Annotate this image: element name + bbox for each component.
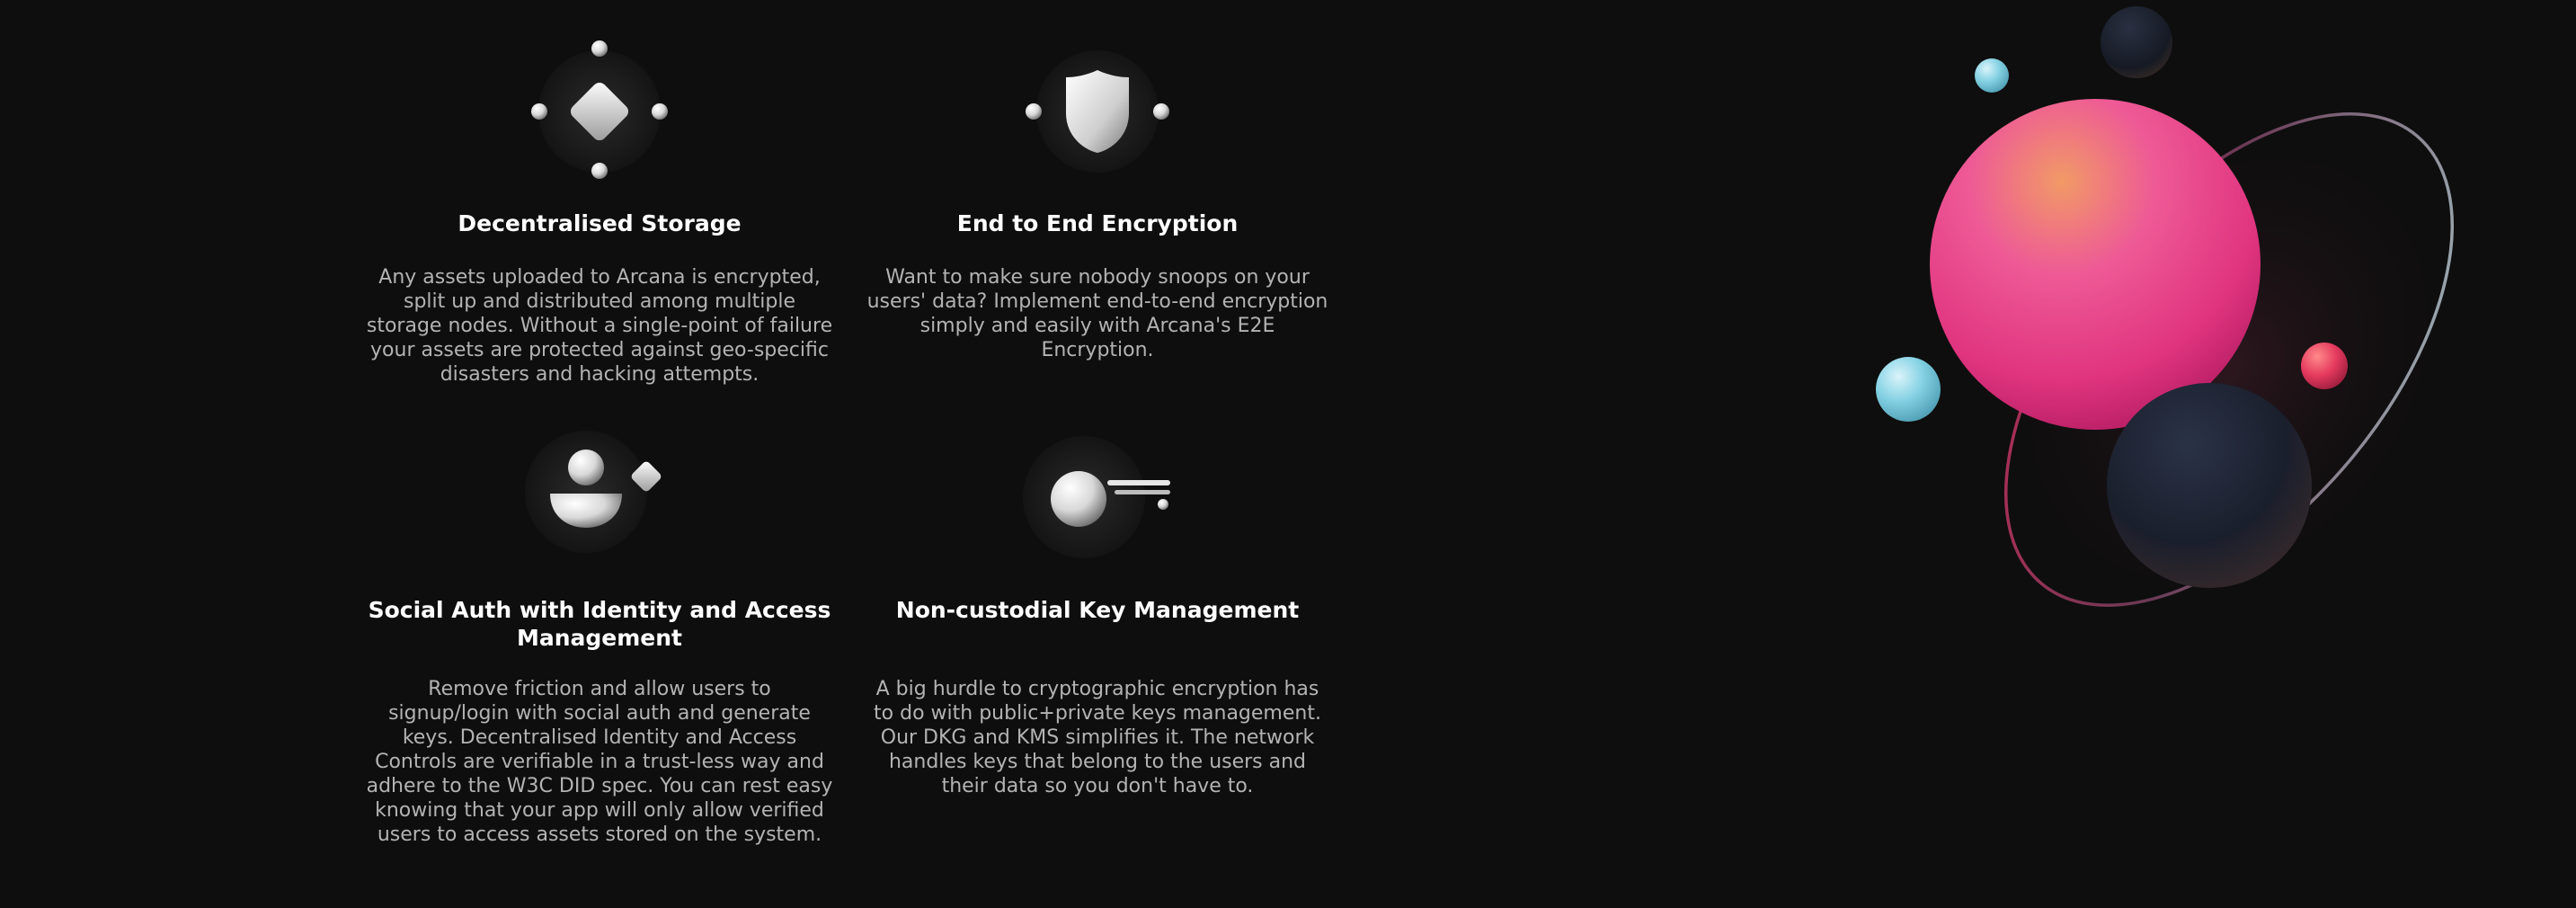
feature-description: Remove friction and allow users to signup/login with social auth and generate keys. Decentralised Identity and Access Controls are verifiable in a trust-less way and adhere to the W3C DID spec. You can rest easy knowing that your app will only allow verified users to access assets stored on the system. xyxy=(366,678,833,846)
feature-title: End to End Encryption xyxy=(956,210,1239,236)
diamond-nodes-icon xyxy=(528,36,671,192)
feature-title: Non-custodial Key Management xyxy=(895,597,1300,623)
feature-title: Social Auth with Identity and Access Management xyxy=(368,597,831,651)
feature-description: Want to make sure nobody snoops on your users' data? Implement end-to-end encryption simply and easily with Arcana's E2E Encryption. xyxy=(866,266,1328,361)
shield-icon xyxy=(1021,36,1174,192)
hero-illustration xyxy=(1852,0,2499,665)
feature-description: A big hurdle to cryptographic encryption has to do with public+private keys management. Our DKG and KMS simplifies it. The network handles keys that belong to the users and their data so you don't have to. xyxy=(874,678,1321,797)
feature-description: Any assets uploaded to Arcana is encrypted, split up and distributed among multiple storage nodes. Without a single-point of failure your assets are protected against geo-specific disasters and hacking attempts. xyxy=(366,266,833,386)
feature-title: Decentralised Storage xyxy=(457,210,742,236)
key-sphere-icon xyxy=(1021,427,1174,565)
user-identity-icon xyxy=(523,427,676,565)
